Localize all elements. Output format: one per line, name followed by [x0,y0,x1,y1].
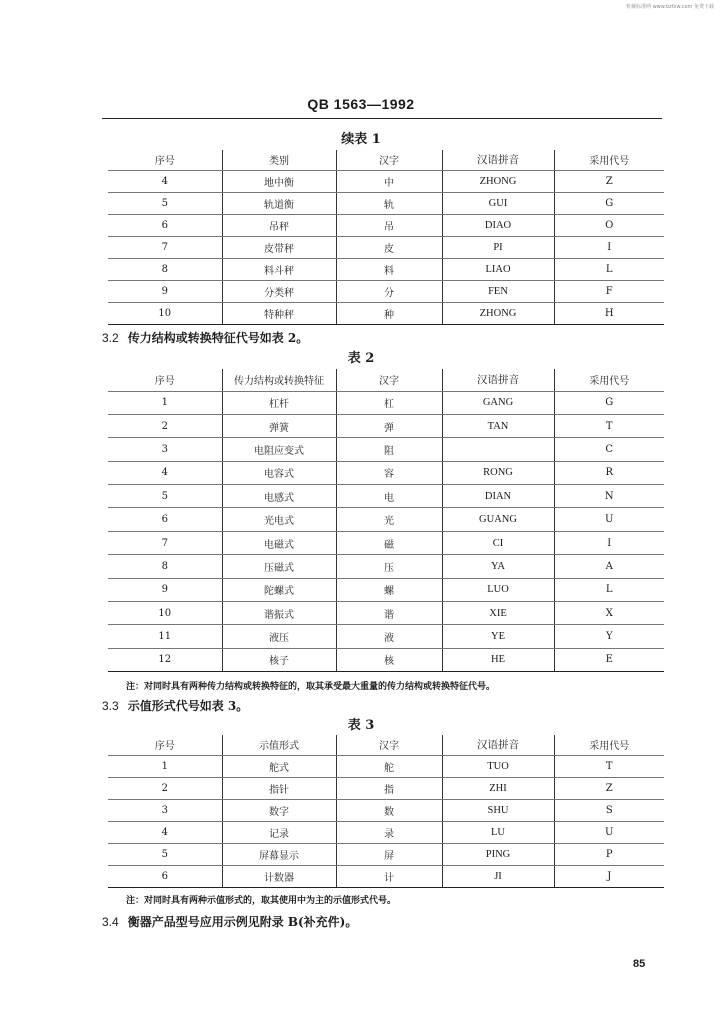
section-text: 传力结构或转换特征代号如表 2。 [127,331,309,345]
table-cell: 光电式 [222,508,336,531]
table3-caption: 表 3 [347,718,375,733]
table-row [108,843,664,865]
table-cell: H [554,302,664,324]
column-header: 汉语拼音 [442,150,554,170]
column-header: 示值形式 [222,735,336,755]
table-row [108,821,664,843]
table-cell: 螺 [336,578,442,601]
table-row [108,414,664,437]
table-cell: 吊秤 [222,214,336,236]
table-cell: 压 [336,555,442,578]
table-cell: DIAN [442,485,554,508]
table-cell: 4 [108,821,222,843]
table-cell: 地中衡 [222,170,336,192]
table-cell: 中 [336,170,442,192]
table-cell: 料斗秤 [222,258,336,280]
table-cell: 5 [108,843,222,865]
table-cell: 核 [336,648,442,671]
table-cell: Z [554,170,664,192]
table3-note: 注：对同时具有两种示值形式的，取其使用中为主的示值形式代号。 [126,896,397,906]
table-cell: 计 [336,865,442,887]
page-number: 85 [633,958,646,970]
table-cell: RONG [442,461,554,484]
table-cell: YA [442,555,554,578]
table-cell: 9 [108,280,222,302]
table-cell: F [554,280,664,302]
section-number: 3.3 [102,699,119,713]
table-cell: XIE [442,602,554,625]
watermark: 机械标准网 www.bzfxw.com 免费下载 [626,4,714,10]
table-cell: DIAO [442,214,554,236]
table-cell: 10 [108,602,222,625]
table-cell: 杠杆 [222,391,336,414]
section-3-2 [102,329,308,346]
table-cell: LU [442,821,554,843]
table-cell: CI [442,531,554,554]
section-number: 3.2 [102,331,119,345]
column-header: 传力结构或转换特征 [222,369,336,391]
table-cell: GUI [442,192,554,214]
table-row [108,461,664,484]
column-header: 汉语拼音 [442,735,554,755]
table-row [108,438,664,461]
table-row [108,391,664,414]
document-header: QB 1563—1992 [307,96,415,112]
table-cell: U [554,508,664,531]
table-cell: 电阻应变式 [222,438,336,461]
table-cell: Z [554,777,664,799]
table-cell: T [554,755,664,777]
table2-note: 注：对同时具有两种传力结构或转换特征的，取其承受最大重量的传力结构或转换特征代号。 [126,682,496,692]
table-cell: 杠 [336,391,442,414]
table-cell: HE [442,648,554,671]
table-cell: 容 [336,461,442,484]
table-cell: 电容式 [222,461,336,484]
table-cell: JI [442,865,554,887]
table-row [108,602,664,625]
table-row [108,236,664,258]
table-cell: 液压 [222,625,336,648]
column-header: 采用代号 [554,150,664,170]
table-cell: 阻 [336,438,442,461]
table-cell: 谐 [336,602,442,625]
table-cell: L [554,578,664,601]
table-cell: Y [554,625,664,648]
table-cell: 分类秤 [222,280,336,302]
table-cell: 屏幕显示 [222,843,336,865]
table-cell: 特种秤 [222,302,336,324]
table-cell: 屏 [336,843,442,865]
table-cell: 电 [336,485,442,508]
table3 [108,735,664,888]
table-cell: 9 [108,578,222,601]
table-cell: 数字 [222,799,336,821]
column-header: 序号 [108,735,222,755]
table-row [108,755,664,777]
column-header: 序号 [108,369,222,391]
table2 [108,369,664,672]
table-cell: 陀螺式 [222,578,336,601]
table-cell: 吊 [336,214,442,236]
table-row [108,302,664,324]
column-header: 汉字 [336,735,442,755]
table-row [108,280,664,302]
table-cell: 指针 [222,777,336,799]
table-cell: 2 [108,414,222,437]
table-cell: 皮 [336,236,442,258]
table1 [108,150,664,325]
table-cell: 舵 [336,755,442,777]
table-cell: 皮带秤 [222,236,336,258]
table-cell: I [554,531,664,554]
column-header: 汉语拼音 [442,369,554,391]
table-cell: 谐振式 [222,602,336,625]
section-text: 示值形式代号如表 3。 [127,699,249,713]
table-row [108,578,664,601]
table-cell: 轨道衡 [222,192,336,214]
table-cell: FEN [442,280,554,302]
table-cell: 3 [108,799,222,821]
table-cell: 计数器 [222,865,336,887]
table-cell: S [554,799,664,821]
table-cell: LIAO [442,258,554,280]
table-row [108,508,664,531]
table-cell: G [554,391,664,414]
column-header: 汉字 [336,150,442,170]
table-cell: 11 [108,625,222,648]
table-cell: 录 [336,821,442,843]
header-row [108,735,664,755]
table-cell: 料 [336,258,442,280]
table-cell: 2 [108,777,222,799]
table-cell: GUANG [442,508,554,531]
table-cell: 光 [336,508,442,531]
table1-caption: 续表 1 [341,132,381,147]
table2-caption: 表 2 [347,351,375,366]
table-cell: P [554,843,664,865]
table-row [108,214,664,236]
table-cell: X [554,602,664,625]
table-cell: 指 [336,777,442,799]
header-row [108,150,664,170]
table-cell: O [554,214,664,236]
table-cell: TAN [442,414,554,437]
table-cell: T [554,414,664,437]
table-cell: I [554,236,664,258]
table-cell: GANG [442,391,554,414]
table-cell: 1 [108,755,222,777]
table-row [108,777,664,799]
table-cell: N [554,485,664,508]
table-cell: 分 [336,280,442,302]
column-header: 类别 [222,150,336,170]
table-cell: 3 [108,438,222,461]
section-text: 衡器产品型号应用示例见附录 B(补充件)。 [127,915,358,929]
table-cell: L [554,258,664,280]
table-cell: G [554,192,664,214]
section-3-3 [102,697,248,714]
table-cell: 舵式 [222,755,336,777]
table-cell: ZHONG [442,302,554,324]
table-cell: 10 [108,302,222,324]
section-number: 3.4 [102,915,119,929]
table-cell: LUO [442,578,554,601]
table-cell: C [554,438,664,461]
table-cell: ZHONG [442,170,554,192]
table-row [108,799,664,821]
table-row [108,485,664,508]
table-row [108,192,664,214]
table-cell: 5 [108,192,222,214]
table-row [108,648,664,671]
table-cell: 压磁式 [222,555,336,578]
header-rule [102,118,662,119]
table-row [108,625,664,648]
table-cell: 12 [108,648,222,671]
table-cell: E [554,648,664,671]
table-cell: SHU [442,799,554,821]
table-cell: 5 [108,485,222,508]
table-cell: 6 [108,508,222,531]
table-cell: 轨 [336,192,442,214]
table-cell: 1 [108,391,222,414]
table-cell: 弹簧 [222,414,336,437]
table-row [108,170,664,192]
table-cell: 记录 [222,821,336,843]
table-cell: 磁 [336,531,442,554]
table-cell: 4 [108,461,222,484]
table-cell: 6 [108,214,222,236]
table-cell: YE [442,625,554,648]
column-header: 汉字 [336,369,442,391]
table-cell: PI [442,236,554,258]
table-cell: 8 [108,555,222,578]
table-cell: J [554,865,664,887]
table-row [108,531,664,554]
table-cell: 液 [336,625,442,648]
table-cell: R [554,461,664,484]
table-cell: ZHI [442,777,554,799]
table-row [108,258,664,280]
table-cell: TUO [442,755,554,777]
table-cell: 核子 [222,648,336,671]
table-cell: 6 [108,865,222,887]
table-cell: 电感式 [222,485,336,508]
column-header: 序号 [108,150,222,170]
table-cell: 4 [108,170,222,192]
table-cell: A [554,555,664,578]
table-row [108,555,664,578]
section-3-4 [102,913,357,930]
table-cell: PING [442,843,554,865]
table-cell: 7 [108,236,222,258]
table-cell: 8 [108,258,222,280]
table-cell: 电磁式 [222,531,336,554]
header-row [108,369,664,391]
table-cell: U [554,821,664,843]
table-cell [442,438,554,461]
column-header: 采用代号 [554,369,664,391]
table-cell: 7 [108,531,222,554]
table-cell: 弹 [336,414,442,437]
table-row [108,865,664,887]
table-cell: 种 [336,302,442,324]
column-header: 采用代号 [554,735,664,755]
table-cell: 数 [336,799,442,821]
